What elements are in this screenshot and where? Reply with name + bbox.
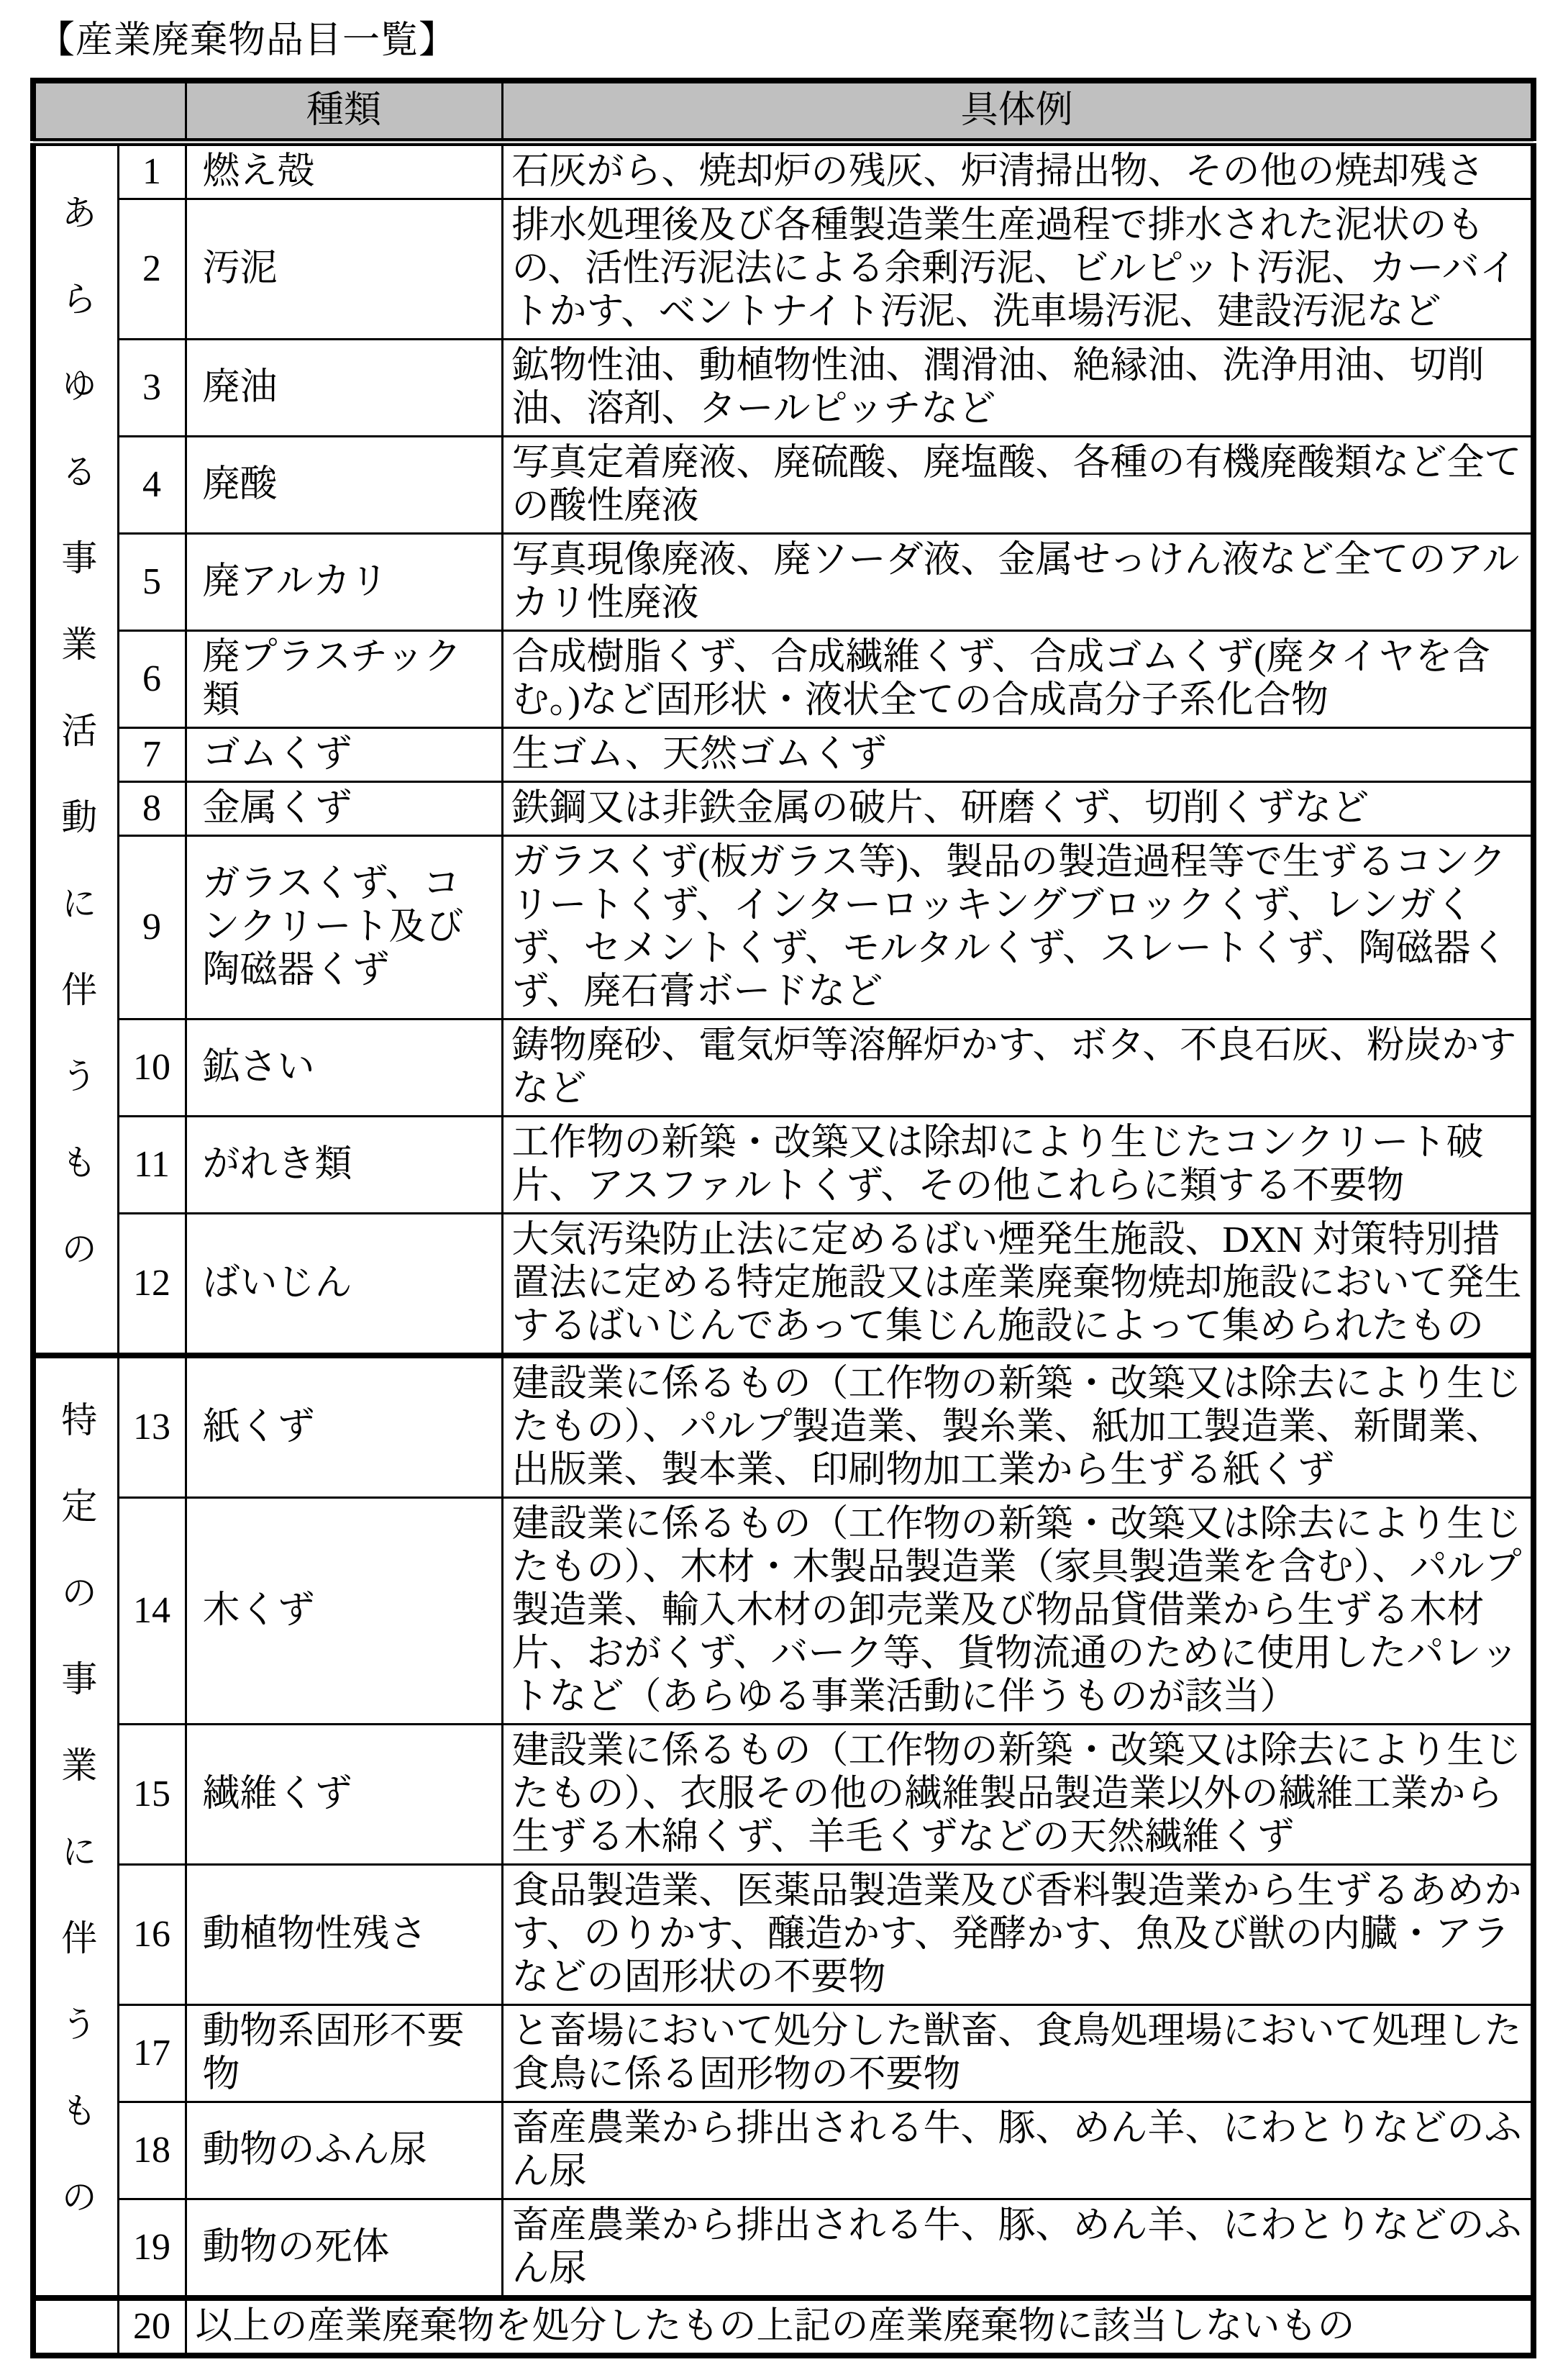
table-row [33, 2005, 1533, 2102]
type-cell: 燃え殻 [186, 142, 502, 199]
example-cell: 鉄鋼又は非鉄金属の破片、研磨くず、切削くずなど [502, 782, 1533, 836]
header-corner-cell [33, 81, 186, 142]
example-cell: 写真現像廃液、廃ソーダ液、金属せっけん液など全てのアルカリ性廃液 [502, 534, 1533, 631]
example-cell: 畜産農業から排出される牛、豚、めん羊、にわとりなどのふん尿 [502, 2199, 1533, 2299]
type-cell: ガラスくず、コンクリート及び陶磁器くず [186, 836, 502, 1019]
section-label-vertical: 特定の事業に伴うもの [56, 1400, 97, 2264]
example-cell: 建設業に係るもの（工作物の新築・改築又は除去により生じたもの）、パルプ製造業、製糸業、紙加工製造業、新聞業、出版業、製本業、印刷物加工業から生ずる紙くず [502, 1355, 1533, 1498]
type-cell: 廃アルカリ [186, 534, 502, 631]
example-cell: 建設業に係るもの（工作物の新築・改築又は除去により生じたもの）、衣服その他の繊維製品製造業以外の繊維工業から生ずる木綿くず、羊毛くずなどの天然繊維くず [502, 1725, 1533, 1865]
header-examples-cell: 具体例 [502, 81, 1533, 142]
type-cell: 動物のふん尿 [186, 2102, 502, 2199]
row-number-cell: 1 [118, 142, 186, 199]
type-cell: 金属くず [186, 782, 502, 836]
page-title: 【産業廃棄物品目一覧】 [37, 20, 457, 61]
row-number-cell: 7 [118, 728, 186, 782]
table-header [33, 81, 1533, 142]
type-cell: 廃油 [186, 340, 502, 437]
table-row [33, 1117, 1533, 1214]
industrial-waste-table [30, 78, 1536, 2358]
table-row [33, 1214, 1533, 1356]
row-number-cell: 8 [118, 782, 186, 836]
row-number-cell: 10 [118, 1019, 186, 1117]
example-cell: 合成樹脂くず、合成繊維くず、合成ゴムくず(廃タイヤを含む。)など固形状・液状全ての合成高分子系化合物 [502, 631, 1533, 728]
type-cell: 繊維くず [186, 1725, 502, 1865]
row-number-cell: 5 [118, 534, 186, 631]
row-number-cell: 11 [118, 1117, 186, 1214]
row-number-cell: 16 [118, 1865, 186, 2005]
section-label-cell-empty [33, 2298, 118, 2356]
table-row [33, 1355, 1533, 1498]
row-number-cell: 19 [118, 2199, 186, 2299]
example-cell: 食品製造業、医薬品製造業及び香料製造業から生ずるあめかす、のりかす、醸造かす、発酵かす、魚及び獣の内臓・アラなどの固形状の不要物 [502, 1865, 1533, 2005]
type-cell: ゴムくず [186, 728, 502, 782]
example-cell: 写真定着廃液、廃硫酸、廃塩酸、各種の有機廃酸類など全ての酸性廃液 [502, 437, 1533, 534]
table-row [33, 437, 1533, 534]
section-label-cell [33, 1355, 118, 2298]
example-cell: 排水処理後及び各種製造業生産過程で排水された泥状のもの、活性汚泥法による余剰汚泥、ビルピット汚泥、カーバイトかす、ベントナイト汚泥、洗車場汚泥、建設汚泥など [502, 199, 1533, 340]
type-cell: 汚泥 [186, 199, 502, 340]
type-cell: 動物の死体 [186, 2199, 502, 2299]
table-row [33, 782, 1533, 836]
row-number-cell: 15 [118, 1725, 186, 1865]
example-cell: 生ゴム、天然ゴムくず [502, 728, 1533, 782]
type-cell: 紙くず [186, 1355, 502, 1498]
section-label-vertical: あらゆる事業活動に伴うもの [56, 194, 97, 1317]
example-cell: 工作物の新築・改築又は除却により生じたコンクリート破片、アスファルトくず、その他これらに類する不要物 [502, 1117, 1533, 1214]
table-row [33, 1019, 1533, 1117]
row-number-cell: 13 [118, 1355, 186, 1498]
merged-type-example-cell: 以上の産業廃棄物を処分したもの上記の産業廃棄物に該当しないもの [186, 2298, 1533, 2356]
row-number-cell: 18 [118, 2102, 186, 2199]
type-cell: 動植物性残さ [186, 1865, 502, 2005]
table-row [33, 2298, 1533, 2356]
type-cell: ばいじん [186, 1214, 502, 1356]
header-row [33, 81, 1533, 142]
table-row [33, 1498, 1533, 1725]
table-row [33, 1725, 1533, 1865]
row-number-cell: 2 [118, 199, 186, 340]
row-number-cell: 6 [118, 631, 186, 728]
row-number-cell: 9 [118, 836, 186, 1019]
table-row [33, 728, 1533, 782]
row-number-cell: 3 [118, 340, 186, 437]
type-cell: 鉱さい [186, 1019, 502, 1117]
table-row [33, 2102, 1533, 2199]
row-number-cell: 17 [118, 2005, 186, 2102]
type-cell: 廃酸 [186, 437, 502, 534]
waste-table-body [33, 142, 1533, 2356]
row-number-cell: 20 [118, 2298, 186, 2356]
table-row [33, 836, 1533, 1019]
table-row [33, 142, 1533, 199]
example-cell: ガラスくず(板ガラス等)、製品の製造過程等で生ずるコンクリートくず、インターロッキングブロックくず、レンガくず、セメントくず、モルタルくず、スレートくず、陶磁器くず、廃石膏ボードなど [502, 836, 1533, 1019]
type-cell: がれき類 [186, 1117, 502, 1214]
header-type-cell: 種類 [186, 81, 502, 142]
table-row [33, 534, 1533, 631]
type-cell: 廃プラスチック類 [186, 631, 502, 728]
example-cell: 建設業に係るもの（工作物の新築・改築又は除去により生じたもの）、木材・木製品製造業（家具製造業を含む）、パルプ製造業、輸入木材の卸売業及び物品貸借業から生ずる木材片、おがくず、バーク等、貨物流通のために使用したパレットなど（あらゆる事業活動に伴うものが該当） [502, 1498, 1533, 1725]
section-label-cell [33, 142, 118, 1356]
type-cell: 動物系固形不要物 [186, 2005, 502, 2102]
example-cell: 鉱物性油、動植物性油、潤滑油、絶縁油、洗浄用油、切削油、溶剤、タールピッチなど [502, 340, 1533, 437]
example-cell: 畜産農業から排出される牛、豚、めん羊、にわとりなどのふん尿 [502, 2102, 1533, 2199]
type-cell: 木くず [186, 1498, 502, 1725]
row-number-cell: 14 [118, 1498, 186, 1725]
example-cell: と畜場において処分した獣畜、食鳥処理場において処理した食鳥に係る固形物の不要物 [502, 2005, 1533, 2102]
example-cell: 鋳物廃砂、電気炉等溶解炉かす、ボタ、不良石灰、粉炭かすなど [502, 1019, 1533, 1117]
table-row [33, 631, 1533, 728]
row-number-cell: 4 [118, 437, 186, 534]
row-number-cell: 12 [118, 1214, 186, 1356]
table-row [33, 1865, 1533, 2005]
example-cell: 石灰がら、焼却炉の残灰、炉清掃出物、その他の焼却残さ [502, 142, 1533, 199]
table-row [33, 340, 1533, 437]
example-cell: 大気汚染防止法に定めるばい煙発生施設、DXN 対策特別措置法に定める特定施設又は産業廃棄物焼却施設において発生するばいじんであって集じん施設によって集められたもの [502, 1214, 1533, 1356]
table-row [33, 199, 1533, 340]
table-row [33, 2199, 1533, 2299]
